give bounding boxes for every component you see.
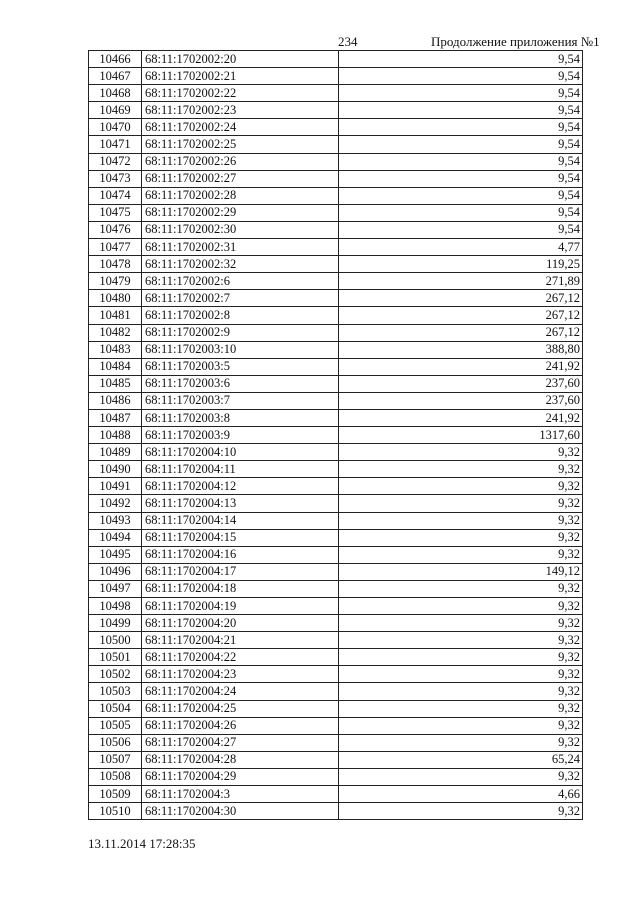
row-number-cell: 10483	[89, 341, 142, 358]
cadastral-number-cell: 68:11:1702002:21	[142, 68, 339, 85]
row-number-cell: 10494	[89, 529, 142, 546]
table-row	[89, 170, 583, 187]
value-cell: 65,24	[339, 751, 583, 768]
row-number-cell: 10486	[89, 392, 142, 409]
row-number-cell: 10467	[89, 68, 142, 85]
table-row	[89, 273, 583, 290]
cadastral-number-cell: 68:11:1702004:12	[142, 478, 339, 495]
row-number-cell: 10479	[89, 273, 142, 290]
cadastral-number-cell: 68:11:1702004:30	[142, 803, 339, 820]
value-cell: 9,32	[339, 444, 583, 461]
cadastral-number-cell: 68:11:1702004:26	[142, 717, 339, 734]
value-cell: 9,54	[339, 153, 583, 170]
value-cell: 9,54	[339, 221, 583, 238]
value-cell: 9,54	[339, 204, 583, 221]
row-number-cell: 10468	[89, 85, 142, 102]
row-number-cell: 10488	[89, 427, 142, 444]
cadastral-number-cell: 68:11:1702004:11	[142, 461, 339, 478]
value-cell: 9,32	[339, 546, 583, 563]
value-cell: 9,32	[339, 598, 583, 615]
value-cell: 9,54	[339, 136, 583, 153]
row-number-cell: 10474	[89, 187, 142, 204]
cadastral-number-cell: 68:11:1702004:29	[142, 768, 339, 785]
row-number-cell: 10473	[89, 170, 142, 187]
value-cell: 9,32	[339, 768, 583, 785]
row-number-cell: 10492	[89, 495, 142, 512]
table-row	[89, 153, 583, 170]
row-number-cell: 10500	[89, 632, 142, 649]
value-cell: 119,25	[339, 256, 583, 273]
table-row	[89, 751, 583, 768]
row-number-cell: 10477	[89, 239, 142, 256]
table-row	[89, 324, 583, 341]
table-row	[89, 256, 583, 273]
value-cell: 267,12	[339, 290, 583, 307]
row-number-cell: 10506	[89, 734, 142, 751]
value-cell: 1317,60	[339, 427, 583, 444]
table-row	[89, 204, 583, 221]
table-row	[89, 683, 583, 700]
value-cell: 9,54	[339, 187, 583, 204]
table-row	[89, 358, 583, 375]
value-cell: 9,32	[339, 666, 583, 683]
cadastral-number-cell: 68:11:1702004:15	[142, 529, 339, 546]
table-row	[89, 649, 583, 666]
value-cell: 9,54	[339, 51, 583, 68]
table-row	[89, 512, 583, 529]
cadastral-number-cell: 68:11:1702002:9	[142, 324, 339, 341]
row-number-cell: 10484	[89, 358, 142, 375]
value-cell: 9,32	[339, 683, 583, 700]
row-number-cell: 10480	[89, 290, 142, 307]
table-row	[89, 768, 583, 785]
cadastral-number-cell: 68:11:1702002:20	[142, 51, 339, 68]
table-row	[89, 598, 583, 615]
cadastral-number-cell: 68:11:1702002:26	[142, 153, 339, 170]
page-header-title: Продолжение приложения №1	[431, 34, 600, 49]
table-row	[89, 666, 583, 683]
cadastral-number-cell: 68:11:1702002:23	[142, 102, 339, 119]
value-cell: 9,32	[339, 615, 583, 632]
row-number-cell: 10481	[89, 307, 142, 324]
table-row	[89, 427, 583, 444]
value-cell: 9,32	[339, 734, 583, 751]
table-row	[89, 717, 583, 734]
table-row	[89, 563, 583, 580]
value-cell: 9,32	[339, 529, 583, 546]
table-row	[89, 786, 583, 803]
row-number-cell: 10497	[89, 580, 142, 597]
value-cell: 9,32	[339, 478, 583, 495]
row-number-cell: 10478	[89, 256, 142, 273]
row-number-cell: 10499	[89, 615, 142, 632]
table-row	[89, 632, 583, 649]
row-number-cell: 10503	[89, 683, 142, 700]
cadastral-number-cell: 68:11:1702003:6	[142, 375, 339, 392]
cadastral-number-cell: 68:11:1702002:24	[142, 119, 339, 136]
cadastral-number-cell: 68:11:1702002:28	[142, 187, 339, 204]
row-number-cell: 10472	[89, 153, 142, 170]
cadastral-number-cell: 68:11:1702002:25	[142, 136, 339, 153]
table-row	[89, 239, 583, 256]
row-number-cell: 10505	[89, 717, 142, 734]
cadastral-number-cell: 68:11:1702004:25	[142, 700, 339, 717]
value-cell: 149,12	[339, 563, 583, 580]
table-row	[89, 307, 583, 324]
cadastral-number-cell: 68:11:1702002:7	[142, 290, 339, 307]
row-number-cell: 10489	[89, 444, 142, 461]
value-cell: 388,80	[339, 341, 583, 358]
row-number-cell: 10490	[89, 461, 142, 478]
cadastral-number-cell: 68:11:1702004:23	[142, 666, 339, 683]
value-cell: 9,32	[339, 717, 583, 734]
cadastral-number-cell: 68:11:1702003:5	[142, 358, 339, 375]
table-row	[89, 85, 583, 102]
table-row	[89, 392, 583, 409]
cadastral-number-cell: 68:11:1702002:31	[142, 239, 339, 256]
value-cell: 9,32	[339, 803, 583, 820]
row-number-cell: 10498	[89, 598, 142, 615]
row-number-cell: 10509	[89, 786, 142, 803]
cadastral-number-cell: 68:11:1702003:7	[142, 392, 339, 409]
cadastral-number-cell: 68:11:1702004:21	[142, 632, 339, 649]
cadastral-number-cell: 68:11:1702004:22	[142, 649, 339, 666]
table-row	[89, 615, 583, 632]
value-cell: 9,32	[339, 495, 583, 512]
footer-timestamp: 13.11.2014 17:28:35	[88, 836, 196, 851]
cadastral-number-cell: 68:11:1702002:29	[142, 204, 339, 221]
table-body	[89, 51, 583, 820]
cadastral-number-cell: 68:11:1702003:9	[142, 427, 339, 444]
value-cell: 237,60	[339, 392, 583, 409]
value-cell: 9,32	[339, 632, 583, 649]
cadastral-number-cell: 68:11:1702002:27	[142, 170, 339, 187]
row-number-cell: 10466	[89, 51, 142, 68]
cadastral-number-cell: 68:11:1702003:10	[142, 341, 339, 358]
value-cell: 9,32	[339, 700, 583, 717]
value-cell: 237,60	[339, 375, 583, 392]
table-row	[89, 375, 583, 392]
cadastral-number-cell: 68:11:1702004:18	[142, 580, 339, 597]
row-number-cell: 10470	[89, 119, 142, 136]
table-row	[89, 803, 583, 820]
cadastral-number-cell: 68:11:1702004:24	[142, 683, 339, 700]
row-number-cell: 10471	[89, 136, 142, 153]
page-number: 234	[338, 34, 358, 49]
row-number-cell: 10476	[89, 221, 142, 238]
row-number-cell: 10482	[89, 324, 142, 341]
value-cell: 267,12	[339, 307, 583, 324]
cadastral-number-cell: 68:11:1702002:22	[142, 85, 339, 102]
row-number-cell: 10485	[89, 375, 142, 392]
cadastral-table	[88, 50, 583, 820]
value-cell: 9,32	[339, 649, 583, 666]
value-cell: 9,54	[339, 102, 583, 119]
table-row	[89, 529, 583, 546]
cadastral-number-cell: 68:11:1702003:8	[142, 409, 339, 426]
table-row	[89, 102, 583, 119]
table-row	[89, 444, 583, 461]
table-row	[89, 478, 583, 495]
table-row	[89, 187, 583, 204]
value-cell: 9,54	[339, 68, 583, 85]
value-cell: 241,92	[339, 409, 583, 426]
row-number-cell: 10508	[89, 768, 142, 785]
row-number-cell: 10495	[89, 546, 142, 563]
row-number-cell: 10510	[89, 803, 142, 820]
value-cell: 271,89	[339, 273, 583, 290]
table-row	[89, 700, 583, 717]
table-row	[89, 68, 583, 85]
cadastral-number-cell: 68:11:1702004:28	[142, 751, 339, 768]
value-cell: 9,32	[339, 580, 583, 597]
cadastral-number-cell: 68:11:1702002:30	[142, 221, 339, 238]
value-cell: 9,32	[339, 512, 583, 529]
table-row	[89, 546, 583, 563]
cadastral-number-cell: 68:11:1702004:14	[142, 512, 339, 529]
cadastral-number-cell: 68:11:1702004:17	[142, 563, 339, 580]
cadastral-number-cell: 68:11:1702002:6	[142, 273, 339, 290]
value-cell: 9,32	[339, 461, 583, 478]
cadastral-number-cell: 68:11:1702002:32	[142, 256, 339, 273]
row-number-cell: 10502	[89, 666, 142, 683]
value-cell: 267,12	[339, 324, 583, 341]
cadastral-number-cell: 68:11:1702004:10	[142, 444, 339, 461]
cadastral-number-cell: 68:11:1702004:13	[142, 495, 339, 512]
table-row	[89, 409, 583, 426]
row-number-cell: 10475	[89, 204, 142, 221]
table-row	[89, 119, 583, 136]
row-number-cell: 10501	[89, 649, 142, 666]
row-number-cell: 10487	[89, 409, 142, 426]
cadastral-number-cell: 68:11:1702002:8	[142, 307, 339, 324]
row-number-cell: 10493	[89, 512, 142, 529]
value-cell: 4,77	[339, 239, 583, 256]
table-row	[89, 495, 583, 512]
value-cell: 9,54	[339, 85, 583, 102]
cadastral-number-cell: 68:11:1702004:20	[142, 615, 339, 632]
table-row	[89, 461, 583, 478]
table-row	[89, 136, 583, 153]
value-cell: 9,54	[339, 170, 583, 187]
value-cell: 4,66	[339, 786, 583, 803]
cadastral-number-cell: 68:11:1702004:3	[142, 786, 339, 803]
row-number-cell: 10491	[89, 478, 142, 495]
cadastral-number-cell: 68:11:1702004:19	[142, 598, 339, 615]
table-row	[89, 341, 583, 358]
cadastral-number-cell: 68:11:1702004:27	[142, 734, 339, 751]
row-number-cell: 10469	[89, 102, 142, 119]
table-row	[89, 580, 583, 597]
row-number-cell: 10496	[89, 563, 142, 580]
row-number-cell: 10504	[89, 700, 142, 717]
cadastral-number-cell: 68:11:1702004:16	[142, 546, 339, 563]
table-row	[89, 221, 583, 238]
value-cell: 241,92	[339, 358, 583, 375]
row-number-cell: 10507	[89, 751, 142, 768]
table-row	[89, 290, 583, 307]
value-cell: 9,54	[339, 119, 583, 136]
table-row	[89, 51, 583, 68]
table-row	[89, 734, 583, 751]
